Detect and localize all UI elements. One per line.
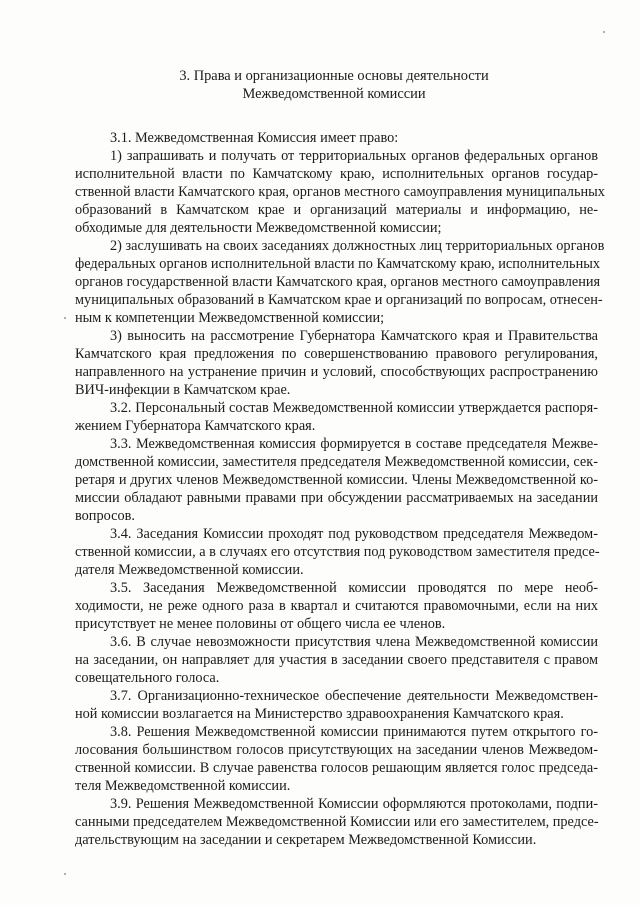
text-line: вопросов.	[75, 508, 135, 524]
text-line: миссии обладают равными правами при обсуждении рассматриваемых на заседании	[75, 490, 598, 506]
text-line: муниципальных образований в Камчатском крае и организаций по вопросам, отнесен-	[75, 292, 603, 308]
text-line: дателя Межведомственной комиссии.	[75, 562, 304, 578]
text-line: Камчатского края предложения по совершенствованию правового регулирования,	[75, 346, 598, 362]
text-line: 3.6. В случае невозможности присутствия члена Межведомственной комиссии	[110, 634, 598, 650]
scan-speck	[64, 873, 66, 875]
text-line: 3.5. Заседания Межведомственной комиссии проводятся по мере необ-	[110, 580, 598, 596]
text-line: ственной власти Камчатского края, органов местного самоуправления муниципальных	[75, 184, 605, 200]
text-line: направленного на устранение причин и условий, способствующих распространению	[75, 364, 598, 380]
section-heading	[60, 67, 608, 103]
text-line: образований в Камчатском крае и организаций материалы и информацию, не-	[75, 202, 598, 218]
section-heading-line-1: 3. Права и организационные основы деятельности	[179, 68, 489, 84]
text-line: домственной комиссии, заместителя председателя Межведомственной комиссии, сек-	[75, 454, 598, 470]
text-line: жением Губернатора Камчатского края.	[75, 418, 316, 434]
text-line: дательствующим на заседании и секретарем Межведомственной Комиссии.	[75, 832, 537, 848]
text-line: ной комиссии возлагается на Министерство здравоохранения Камчатского края.	[75, 706, 564, 722]
text-line: 3.7. Организационно-техническое обеспечение деятельности Межведомствен-	[110, 688, 598, 704]
text-line: 3.4. Заседания Комиссии проходят под руководством председателя Межведом-	[110, 526, 598, 542]
text-line: 3.9. Решения Межведомственной Комиссии оформляются протоколами, подпи-	[110, 796, 598, 812]
text-line: ным к компетенции Межведомственной комиссии;	[75, 310, 385, 326]
text-line: исполнительной власти по Камчатскому краю, исполнительных органов государ-	[75, 166, 598, 182]
text-line: 2) заслушивать на своих заседаниях должностных лиц территориальных органов	[110, 238, 605, 254]
section-heading-line-2: Межведомственной комиссии	[242, 86, 426, 102]
text-line: совещательного голоса.	[75, 670, 220, 686]
text-line: на заседании, он направляет для участия в заседании своего представителя с правом	[75, 652, 598, 668]
text-line: 3.8. Решения Межведомственной комиссии принимаются путем открытого го-	[110, 724, 598, 740]
text-line: 3.1. Межведомственная Комиссия имеет право:	[110, 130, 399, 146]
text-line: обходимые для деятельности Межведомственной комиссии;	[75, 220, 442, 236]
text-line: ходимости, не реже одного раза в квартал и считаются правомочными, если на них	[75, 598, 598, 614]
text-line: ВИЧ-инфекции в Камчатском крае.	[75, 382, 291, 398]
text-line: 1) запрашивать и получать от территориальных органов федеральных органов	[110, 148, 598, 164]
text-line: 3.3. Межведомственная комиссия формируется в составе председателя Межве-	[110, 436, 598, 452]
text-line: федеральных органов исполнительной власти по Камчатскому краю, исполнительных	[75, 256, 600, 272]
text-line: лосования большинством голосов присутствующих на заседании членов Межведом-	[75, 742, 598, 758]
scan-speck	[64, 317, 66, 319]
text-line: 3) выносить на рассмотрение Губернатора Камчатского края и Правительства	[110, 328, 598, 344]
text-line: 3.2. Персональный состав Межведомственной комиссии утверждается распоря-	[110, 400, 598, 416]
text-line: теля Межведомственной комиссии.	[75, 778, 291, 794]
text-line: органов государственной власти Камчатского края, органов местного самоуправления	[75, 274, 601, 290]
text-line: ственной комиссии. В случае равенства голосов решающим является голос председа-	[75, 760, 598, 776]
text-line: санными председателем Межведомственной Комиссии или его заместителем, предсе-	[75, 814, 599, 830]
text-line: ственной комиссии, а в случаях его отсутствия под руководством заместителя предсе-	[75, 544, 600, 560]
text-line: ретаря и других членов Межведомственной комиссии. Члены Межведомственной ко-	[75, 472, 598, 488]
text-line: присутствует не менее половины от общего числа ее членов.	[75, 616, 446, 632]
scan-speck	[603, 31, 605, 33]
